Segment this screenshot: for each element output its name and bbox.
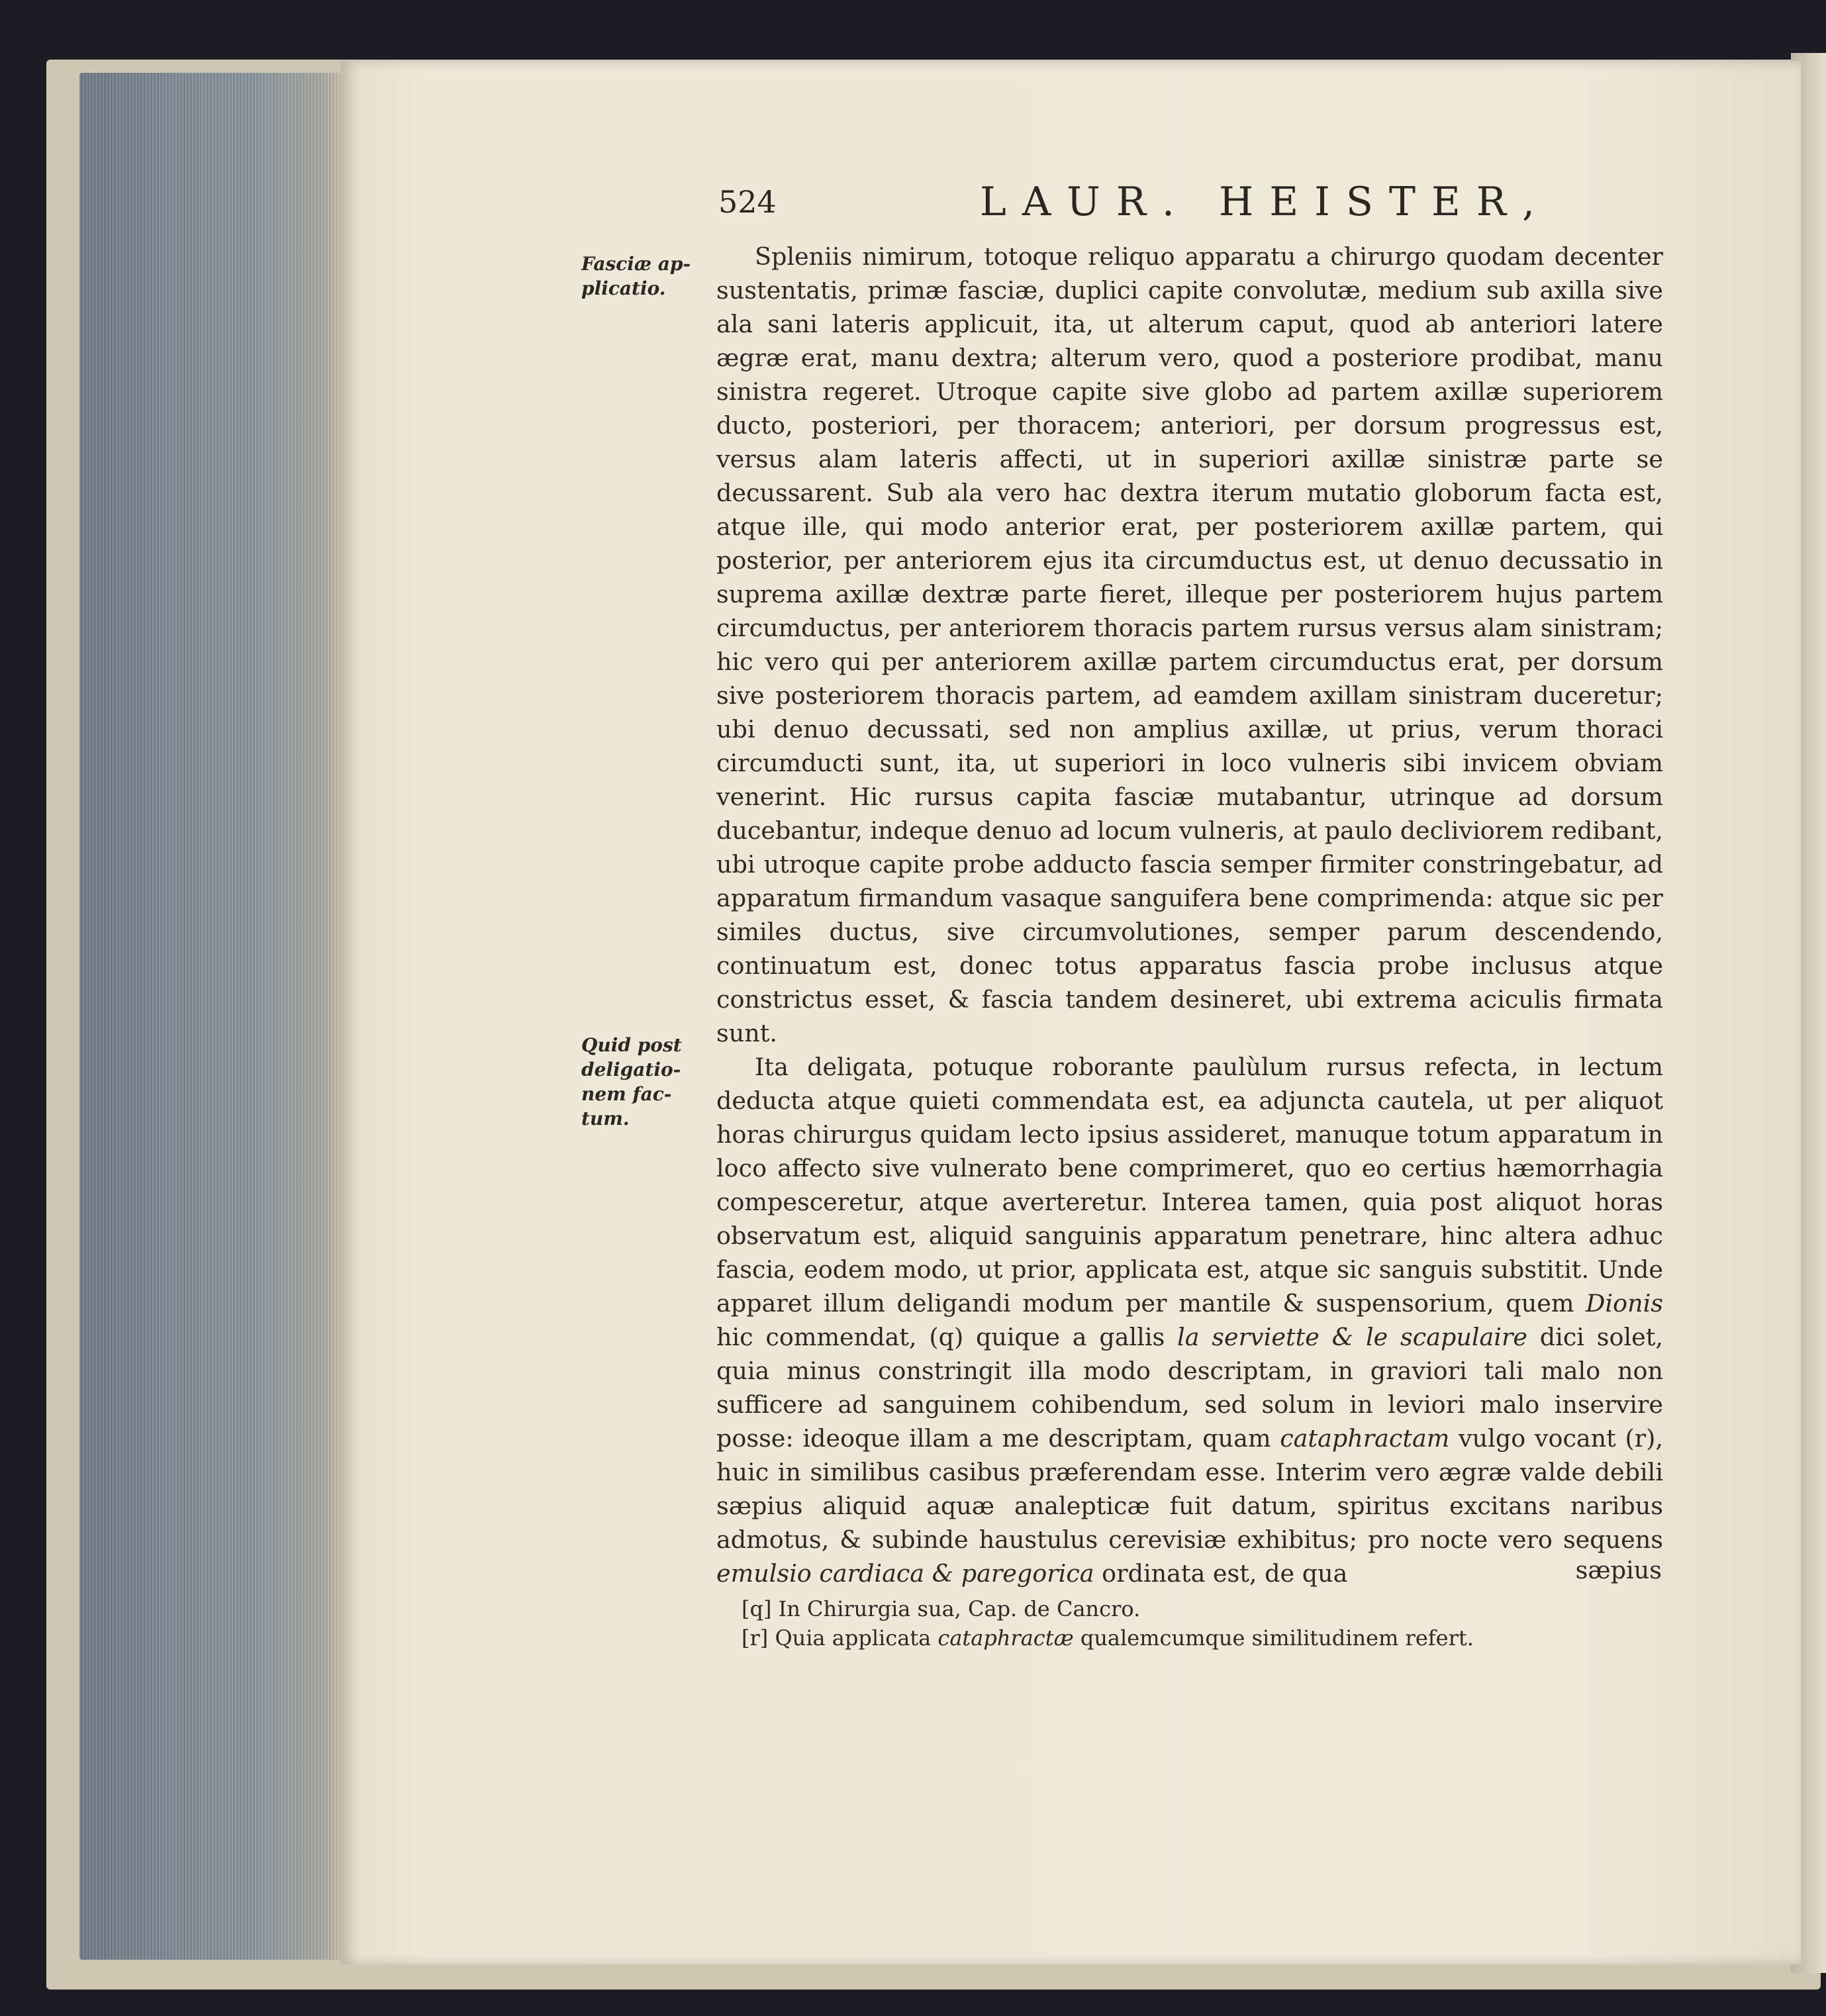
text-run: Ita deligata, potuque roborante paulùlum rursus refecta, in lectum deducta atque quieti commendata est, ea adjuncta cautela, ut per aliquot horas chirurgus quidam lecto ipsius assideret, manuque totum apparatum in loco affecto sive vulnerato bene comprimeret, quo eo certius hæmorrhagia compesceretur, atque averteretur. Interea tamen, quia post aliquot horas observatum est, aliquid sanguinis apparatum penetrare, hinc altera adhuc fascia, eodem modo, ut prior, applicata est, atque sic sanguis substitit. Unde apparet illum deligandi modum per mantile & suspensorium, quem <box>716 1053 1663 1318</box>
catchword: sæpius <box>1575 1556 1662 1584</box>
margin-note-line: deligatio- <box>581 1059 681 1080</box>
margin-note-line: Quid post <box>581 1034 682 1056</box>
page-stack-fore-edge <box>79 73 344 1960</box>
footnote-q <box>742 1594 1662 1623</box>
footnote-text: In Chirurgia sua, Cap. de Cancro. <box>778 1596 1141 1621</box>
text-run: dici solet, quia minus constringit illa modo descriptam, in graviori tali malo non sufficere ad sanguinem cohibendum, sed solum in leviori malo inservire posse: ideoque illam a me descriptam, quam <box>716 1323 1663 1453</box>
footnote-mark: [q] <box>742 1596 772 1621</box>
margin-note-quid-post <box>581 1033 720 1131</box>
running-title: LAUR. HEISTER, <box>980 179 1551 225</box>
footnote-text: qualemcumque similitudinem refert. <box>1073 1625 1474 1651</box>
text-run: ordinata est, de qua <box>1094 1559 1348 1588</box>
footnotes <box>742 1594 1662 1653</box>
paragraph-2 <box>716 1050 1663 1590</box>
text-run: vulgo vocant (r), huic in similibus casibus præferendam esse. Interim vero ægræ valde debili sæpius aliquid aquæ analepticæ fuit datum, spiritus excitans naribus admotus, & subinde haustulus cerevisiæ exhibitus; pro nocte vero sequens <box>716 1424 1663 1554</box>
footnote-text: Quia applicata <box>775 1625 938 1651</box>
running-head <box>718 179 1678 238</box>
footnote-r <box>742 1623 1662 1653</box>
text-run: hic commendat, (q) quique a gallis <box>716 1323 1178 1351</box>
footnote-mark: [r] <box>742 1625 769 1651</box>
paragraph-1: Spleniis nimirum, totoque reliquo apparatu a chirurgo quodam decenter sustentatis, primæ fasciæ, duplici capite convolutæ, medium sub axilla sive ala sani lateris applicuit, ita, ut alterum caput, quod ab anteriori latere ægræ erat, manu dextra; alterum vero, quod a posteriore prodibat, manu sinistra regeret. Utroque capite sive globo ad partem axillæ superiorem ducto, posteriori, per thoracem; anteriori, per dorsum progressus est, versus alam lateris affecti, ut in superiori axillæ sinistræ parte se decussarent. Sub ala vero hac dextra iterum mutatio globorum facta est, atque ille, qui modo anterior erat, per posteriorem axillæ partem, qui posterior, per anteriorem ejus ita circumductus est, ut denuo decussatio in suprema axillæ dextræ parte fieret, illeque per posteriorem hujus partem circumductus, per anteriorem thoracis partem rursus versus alam sinistram; hic vero qui per anteriorem axillæ partem circumductus erat, per dorsum sive posteriorem thoracis partem, ad eamdem axillam sinistram duceretur; ubi denuo decussati, sed non amplius axillæ, ut prius, verum thoraci circumducti sunt, ita, ut superiori in loco vulneris sibi invicem obviam venerint. Hic rursus capita fasciæ mutabantur, utrinque ad dorsum ducebantur, indeque denuo ad locum vulneris, at paulo decliviorem redibant, ubi utroque capite probe adducto fascia semper firmiter constringebatur, ad apparatum firmandum vasaque sanguifera bene comprimenda: atque sic per similes ductus, sive circumvolutiones, semper parum descendendo, continuatum est, donec totus apparatus fascia probe inclusus atque constrictus esset, & fascia tandem desineret, ubi extrema aciculis firmata sunt. <box>716 242 1663 1047</box>
margin-note-line: plicatio. <box>581 277 666 299</box>
footnote-italic: cataphractæ <box>937 1625 1074 1651</box>
latin-term: cataphractam <box>1280 1424 1450 1453</box>
margin-note-line: Fasciæ ap- <box>581 253 691 275</box>
author-name: Dionis <box>1586 1289 1663 1318</box>
page-number: 524 <box>718 184 777 220</box>
main-text <box>716 240 1663 1590</box>
margin-note-line: tum. <box>581 1108 630 1129</box>
margin-note-fasciae <box>581 252 720 301</box>
french-term: la serviette & le scapulaire <box>1177 1323 1527 1351</box>
margin-note-line: nem fac- <box>581 1083 672 1105</box>
latin-term: emulsio cardiaca & paregorica <box>716 1559 1094 1588</box>
